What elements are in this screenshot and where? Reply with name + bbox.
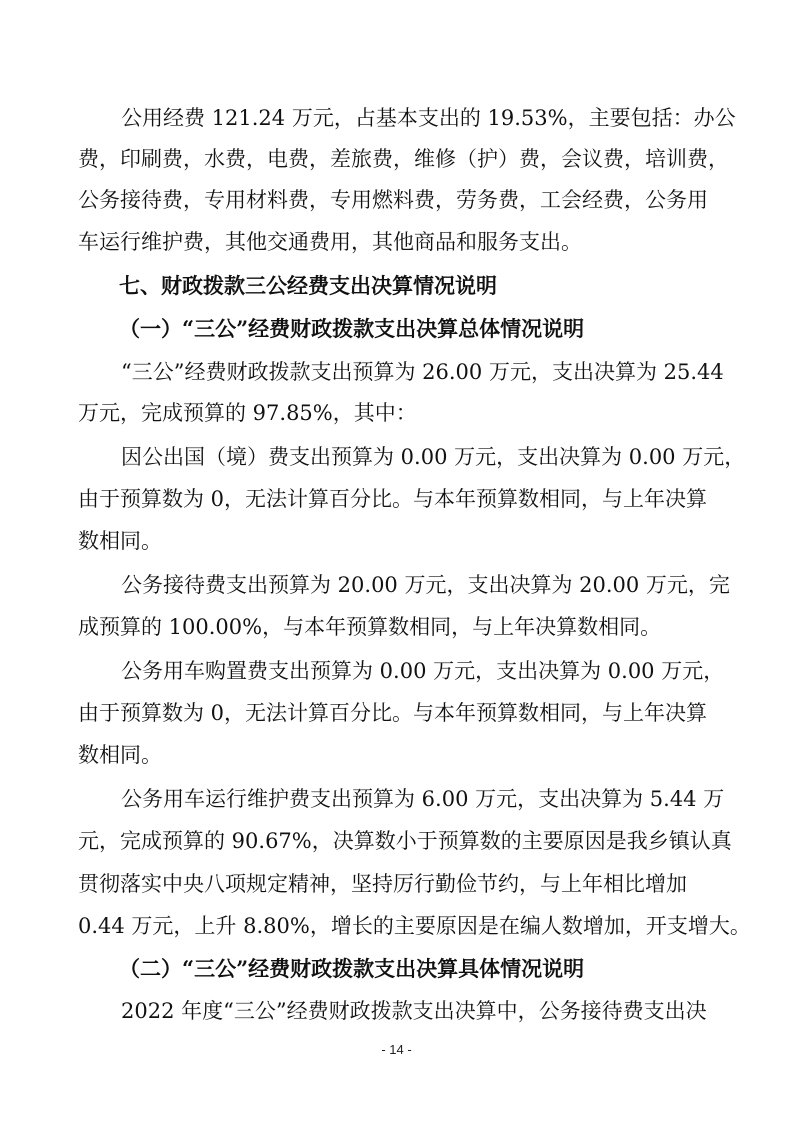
line-text: 公务接待费，专用材料费，专用燃料费，劳务费，工会经费，公务用 [78,188,708,212]
line-text: 公务接待费支出预算为 20.00 万元，支出决算为 20.00 万元，完 [121,573,730,597]
line-text: 公务用车运行维护费支出预算为 6.00 万元，支出决算为 5.44 万 [121,787,725,811]
paragraph-line [78,740,162,770]
line-text: 贯彻落实中央八项规定精神，坚持厉行勤俭节约，与上年相比增加 [78,872,687,896]
paragraph-line [78,911,751,941]
paragraph-line [121,103,736,133]
line-text: 数相同。 [78,743,162,767]
paragraph-line [78,612,661,642]
paragraph-line [121,996,707,1026]
line-text: 公务用车购置费支出预算为 0.00 万元，支出决算为 0.00 万元， [121,659,725,683]
line-text: 车运行维护费，其他交通费用，其他商品和服务支出。 [78,230,582,254]
line-text: 2022 年度“三公”经费财政拨款支出决算中，公务接待费支出决 [121,999,707,1023]
line-text: 由于预算数为 0，无法计算百分比。与本年预算数相同，与上年决算 [78,487,708,511]
line-text: 数相同。 [78,529,162,553]
paragraph-line [78,185,714,215]
line-text: 成预算的 100.00%，与本年预算数相同，与上年决算数相同。 [78,615,662,639]
paragraph-line [121,442,745,472]
line-text: “三公”经费财政拨款支出预算为 26.00 万元，支出决算为 25.44 [121,360,724,384]
subsection-heading-overall: （一）“三公”经费财政拨款支出决算总体情况说明 [119,316,585,341]
page-number: - 14 - [381,1042,412,1057]
paragraph-line [78,398,417,428]
paragraph-line [121,570,730,600]
paragraph-line [78,144,729,174]
line-text: 因公出国（境）费支出预算为 0.00 万元，支出决算为 0.00 万元， [121,445,746,469]
subsection-heading-detail: （二）“三公”经费财政拨款支出决算具体情况说明 [119,956,585,981]
line-text: 0.44 万元，上升 8.80%，增长的主要原因是在编人数增加，开支增大。 [78,914,751,938]
paragraph-line [78,698,707,728]
paragraph-line [78,526,162,556]
section-heading: 七、财政拨款三公经费支出决算情况说明 [119,274,497,298]
paragraph-line [121,656,724,686]
line-text: 由于预算数为 0，无法计算百分比。与本年预算数相同，与上年决算 [78,701,708,725]
paragraph-line [78,826,732,856]
paragraph-line [121,357,724,387]
line-text: 公用经费 121.24 万元，占基本支出的 19.53%，主要包括：办公 [121,106,736,130]
paragraph-line [78,227,582,257]
line-text: 万元，完成预算的 97.85%，其中： [78,401,417,425]
line-text: 费，印刷费，水费，电费，差旅费，维修（护）费，会议费，培训费， [78,147,729,171]
paragraph-line [78,869,687,899]
paragraph-line [121,784,724,814]
line-text: 元，完成预算的 90.67%，决算数小于预算数的主要原因是我乡镇认真 [78,829,732,853]
paragraph-line [78,484,707,514]
